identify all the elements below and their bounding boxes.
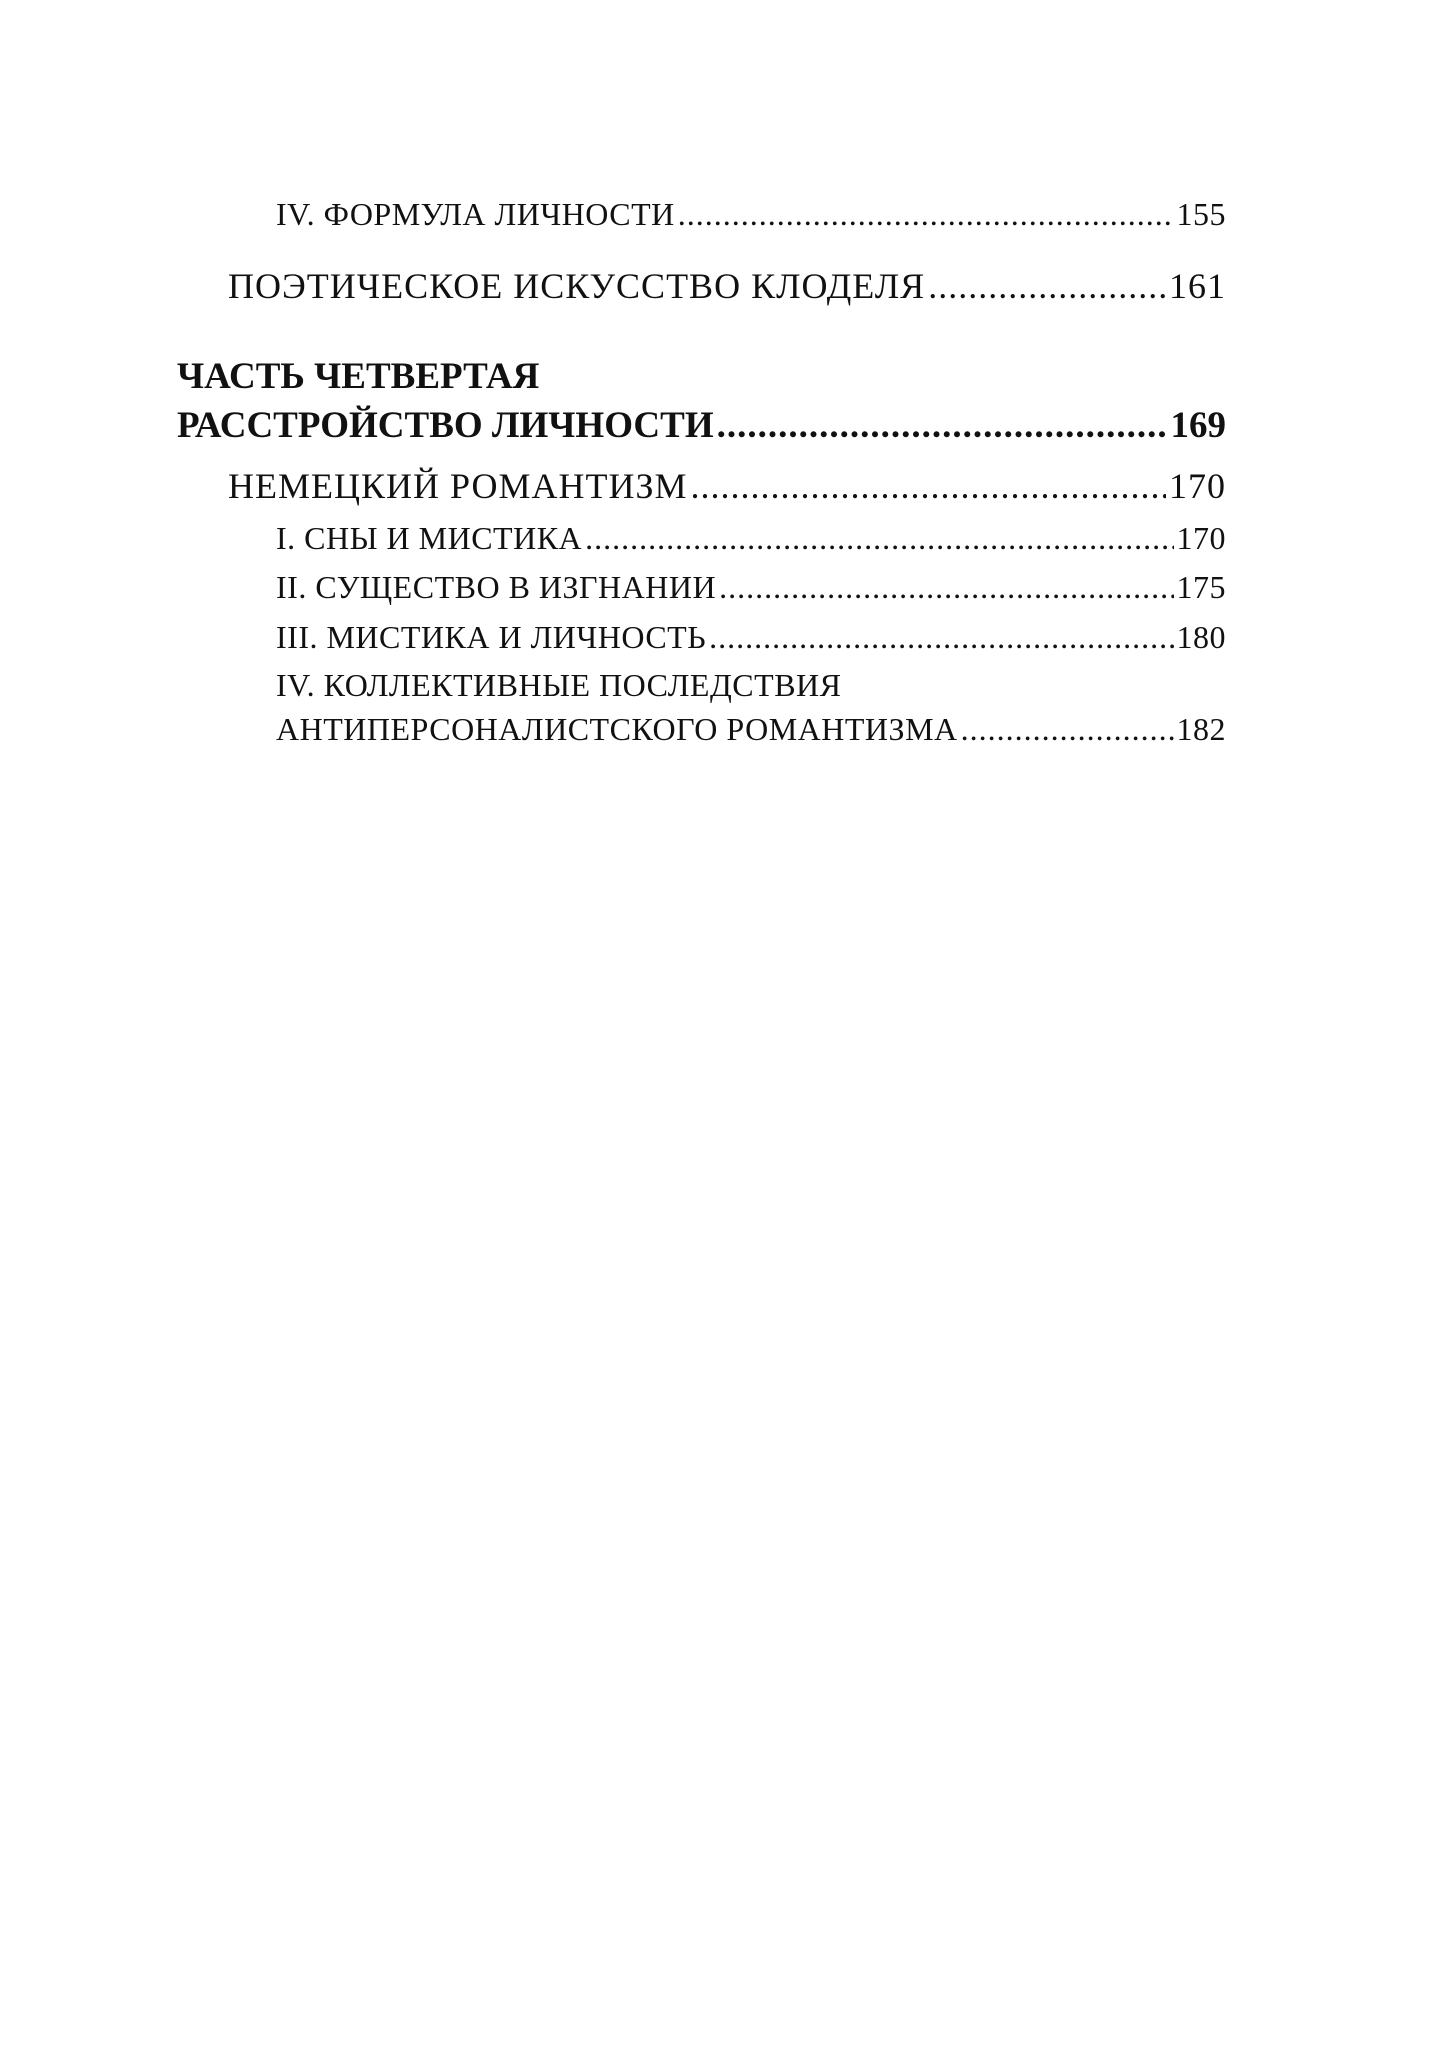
dot-leader [961,711,1174,748]
dot-leader [678,196,1174,233]
toc-entry-being-in-exile [276,569,1226,606]
toc-entry-title: III. МИСТИКА И ЛИЧНОСТЬ [276,619,707,655]
dot-leader [691,465,1167,507]
dot-leader [717,404,1168,447]
dot-leader [928,265,1166,307]
part-title: РАССТРОЙСТВО ЛИЧНОСТИ [177,405,714,446]
toc-entry-german-romanticism [228,465,1226,507]
toc-entry-title-line1: IV. КОЛЛЕКТИВНЫЕ ПОСЛЕДСТВИЯ [276,667,842,703]
toc-entry-title-line2: АНТИПЕРСОНАЛИСТСКОГО РОМАНТИЗМА [276,711,958,747]
dot-leader [585,520,1173,557]
dot-leader [719,569,1173,606]
toc-entry-title: I. СНЫ И МИСТИКА [276,520,583,556]
toc-entry-mysticism-and-personality [276,619,1226,656]
toc-entry-page-number: 180 [1176,619,1226,655]
toc-entry-page-number: 161 [1169,266,1226,306]
toc-entry-collective-consequences [276,711,1226,748]
toc-entry-formula-of-personality [276,196,1226,233]
toc-entry-title: ПОЭТИЧЕСКОЕ ИСКУССТВО КЛОДЕЛЯ [228,266,926,306]
toc-entry-page-number: 170 [1176,520,1226,556]
toc-entry-title: II. СУЩЕСТВО В ИЗГНАНИИ [276,569,717,605]
toc-entry-claudel-poetic-art [228,265,1226,307]
toc-entry-page-number: 182 [1176,711,1226,747]
part-four-heading: ЧАСТЬ ЧЕТВЕРТАЯ [177,356,540,397]
toc-entry-page-number: 155 [1176,196,1226,232]
toc-entry-title: IV. ФОРМУЛА ЛИЧНОСТИ [276,196,675,232]
toc-entry-part-four-title [177,404,1226,447]
toc-entry-page-number: 175 [1176,569,1226,605]
toc-entry-page-number: 170 [1169,466,1226,506]
toc-entry-title: НЕМЕЦКИЙ РОМАНТИЗМ [228,466,688,506]
toc-entry-dreams-and-mysticism [276,520,1226,557]
dot-leader [709,619,1173,656]
part-page-number: 169 [1170,405,1226,446]
